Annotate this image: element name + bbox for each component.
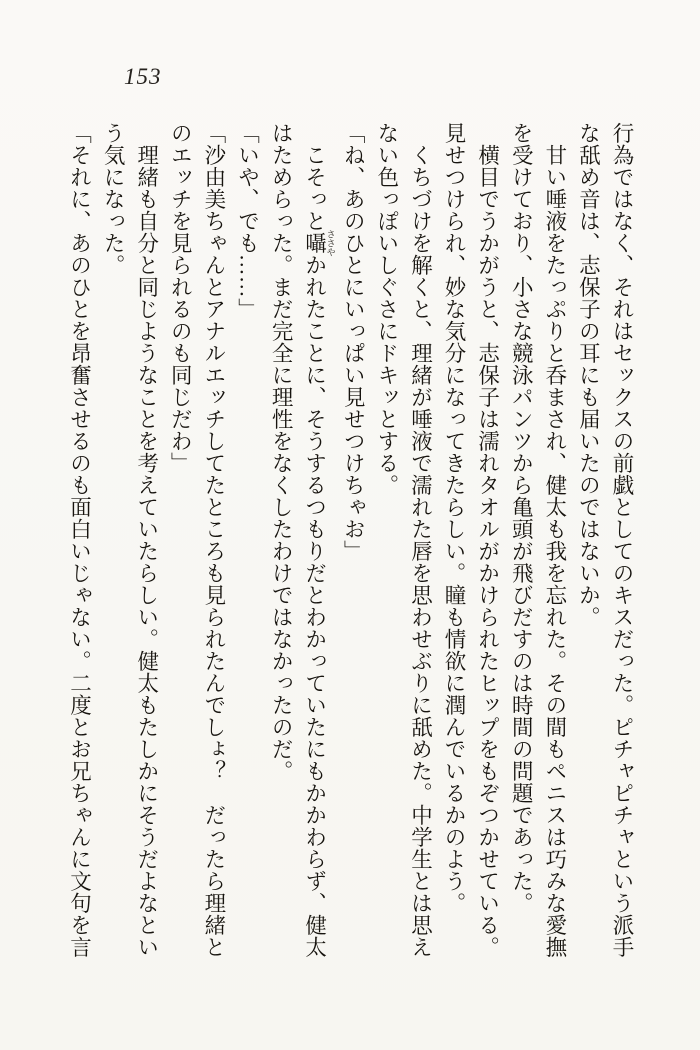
vertical-text-line: 横目でうかがうと、志保子は濡れタオルがかけられたヒップをもぞつかせている。: [475, 122, 500, 958]
vertical-text-line: こそっと囁 ささやかれたことに、そうするつもりだとわかっていたにもかかわらず、健太: [302, 122, 336, 958]
vertical-text-line: を受けており、小さな競泳パンツから亀頭が飛びだすのは時間の問題であった。: [509, 122, 534, 914]
vertical-text-line: 理緒も自分と同じようなことを考えていたらしい。健太もたしかにそうだよなとい: [134, 122, 159, 958]
vertical-text-line: 「いや、でも……」: [235, 122, 260, 320]
furigana-annotated-kanji: 囁 ささや: [302, 229, 336, 257]
vertical-text-line: 「ね、あのひとにいっぱい見せつけちゃお」: [341, 122, 366, 562]
vertical-text-line: ない色っぽいしぐさにドキッとする。: [374, 122, 399, 496]
vertical-text-line: くちづけを解くと、理緒が唾液で濡れた唇を思わせぶりに舐めた。中学生とは思え: [408, 122, 433, 958]
vertical-text-line: う気になった。: [101, 122, 126, 276]
page-number: 153: [124, 64, 162, 89]
vertical-text-line: 甘い唾液をたっぷりと呑まされ、健太も我を忘れた。その間もペニスは巧みな愛撫: [542, 122, 567, 958]
vertical-text-line: な舐め音は、志保子の耳にも届いたのではないか。: [576, 122, 601, 628]
text-block: [66, 122, 638, 958]
vertical-text-line: 「沙由美ちゃんとアナルエッチしてたところも見られたんでしょ？ だったら理緒と: [201, 122, 226, 958]
vertical-text-line: 「それに、あのひとを昂奮させるのも面白いじゃない。二度とお兄ちゃんに文句を言: [67, 122, 92, 958]
vertical-text-line: のエッチを見られるのも同じだわ」: [168, 122, 193, 474]
vertical-text-line: 見せつけられ、妙な気分になってきたらしい。瞳も情欲に潤んでいるかのよう。: [442, 122, 467, 914]
vertical-text-line: 行為ではなく、それはセックスの前戯としてのキスだった。ピチャピチャという派手: [610, 122, 634, 958]
vertical-text-line: はためらった。まだ完全に理性をなくしたわけではなかったのだ。: [269, 122, 294, 782]
